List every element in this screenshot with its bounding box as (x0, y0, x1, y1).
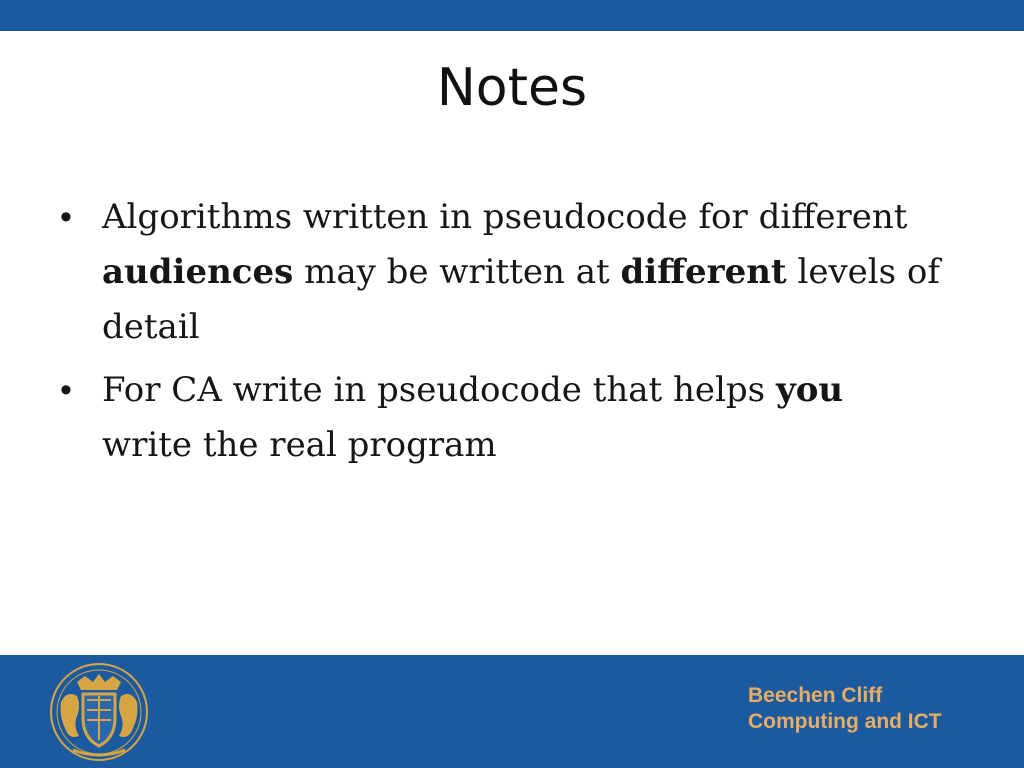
bullet-marker: • (60, 371, 72, 409)
school-name (748, 683, 942, 735)
bullet-segment-bold: you (775, 370, 844, 410)
bullet-segment: For CA write in pseudocode that helps (102, 370, 776, 410)
bullet-list (60, 190, 940, 481)
bullet-segment: Algorithms written in pseudocode for different (102, 197, 908, 237)
footer-line-1: Beechen Cliff (748, 684, 883, 707)
bullet-text (102, 197, 940, 347)
footer-line-2: Computing and ICT (748, 710, 942, 733)
top-bar (0, 0, 1024, 31)
bullet-marker: • (60, 198, 72, 236)
bullet-text (102, 370, 843, 465)
bullet-item-2 (60, 363, 940, 473)
bullet-segment: write the real program (102, 425, 497, 465)
school-crest-icon (47, 662, 151, 762)
slide-title: Notes (436, 58, 588, 118)
bullet-segment-bold: audiences (102, 252, 294, 292)
bullet-segment-bold: different (620, 252, 787, 292)
bullet-segment: levels of detail (102, 252, 940, 347)
bullet-item-1 (60, 190, 940, 355)
bullet-segment: may be written at (293, 252, 621, 292)
